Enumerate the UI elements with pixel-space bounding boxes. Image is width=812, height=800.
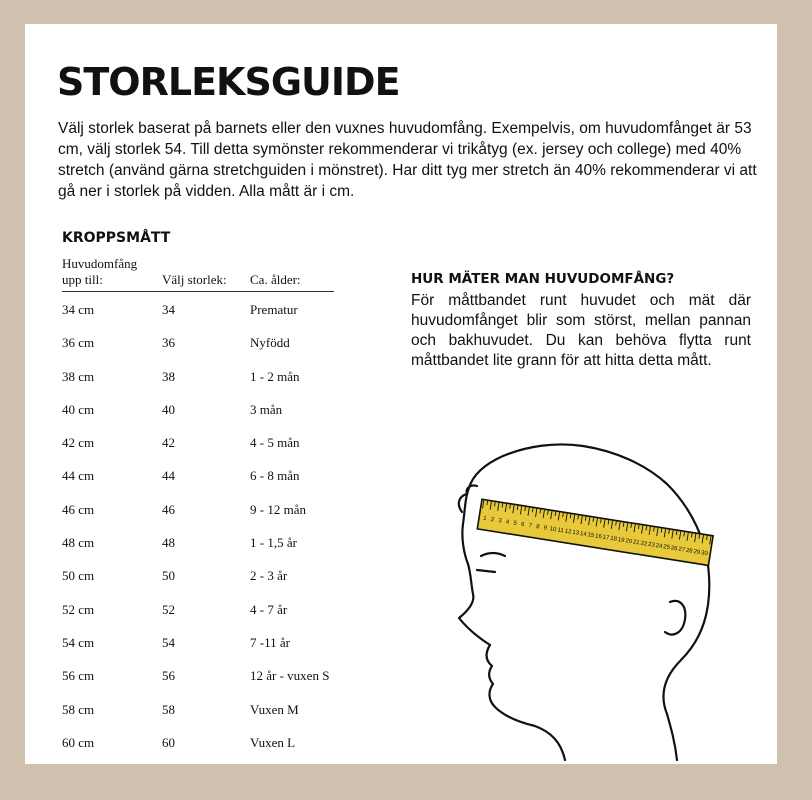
how-to-measure-text: För måttbandet runt huvudet och mät där huvudomfånget blir som störst, mellan pannan och bakhuvudet. Du kan behöva flytta runt måttbandet lite grann för att hitta detta mått. — [411, 292, 751, 369]
cell-age: 2 - 3 år — [250, 568, 288, 584]
ear — [665, 601, 685, 635]
tape-number: 22 — [640, 540, 648, 548]
size-guide-card — [25, 24, 777, 764]
table-row — [62, 425, 334, 458]
cell-size: 54 — [162, 634, 175, 650]
tape-number: 12 — [564, 528, 572, 536]
cell-age: 1 - 1,5 år — [250, 535, 297, 551]
table-row — [62, 725, 334, 758]
body-measurements-title: KROPPSMÅTT — [62, 230, 171, 246]
tape-number: 3 — [497, 518, 503, 525]
cell-size: 40 — [162, 401, 175, 417]
cell-circumference: 40 cm — [62, 401, 95, 417]
cell-age: 4 - 5 mån — [250, 435, 300, 451]
tape-number: 25 — [662, 544, 671, 552]
cell-size: 60 — [162, 734, 175, 750]
cell-circumference: 46 cm — [62, 501, 95, 517]
tape-number: 18 — [609, 535, 618, 543]
tape-number: 16 — [594, 533, 603, 541]
tape-number: 19 — [617, 537, 625, 544]
page-title: STORLEKSGUIDE — [57, 60, 400, 104]
tape-number: 11 — [556, 527, 565, 535]
size-table — [62, 251, 334, 758]
cell-circumference: 44 cm — [62, 468, 95, 484]
table-row — [62, 625, 334, 658]
cell-age: Prematur — [250, 302, 298, 317]
table-row — [62, 292, 334, 325]
cell-circumference: 36 cm — [62, 335, 95, 351]
tape-number: 7 — [528, 522, 533, 530]
cell-circumference: 34 cm — [62, 302, 95, 317]
tape-number: 21 — [632, 539, 640, 547]
cell-size: 46 — [162, 501, 175, 517]
tape-number: 30 — [700, 550, 709, 558]
header-circumference: Huvudomfång upp till: — [62, 256, 138, 287]
cell-age: 1 - 2 mån — [250, 368, 300, 384]
size-table-header — [62, 251, 334, 291]
tape-number: 13 — [571, 529, 580, 537]
cell-age: 6 - 8 mån — [250, 468, 300, 484]
tape-number: 9 — [543, 525, 548, 532]
intro-paragraph: Välj storlek baserat på barnets eller den vuxnes huvudomfång. Exempelvis, om huvudomfånget är 53 cm, välj storlek 54. Till detta symönster rekommenderar vi trikåtyg (ex. jersey och college) med 40% stretch (använd gärna stretchguiden i mönstret). Har ditt tyg mer stretch än 40% rekommenderar vi att gå ner i storlek på vidden. Alla mått är i cm. — [58, 120, 757, 200]
cell-size: 52 — [162, 601, 175, 617]
head-with-measuring-tape-icon — [415, 424, 715, 764]
table-row — [62, 492, 334, 525]
cell-size: 36 — [162, 335, 175, 351]
cell-circumference: 42 cm — [62, 435, 95, 451]
table-row — [62, 525, 334, 558]
tape-number: 4 — [505, 519, 510, 526]
table-row — [62, 325, 334, 358]
tape-number: 26 — [670, 545, 678, 553]
cell-size: 44 — [162, 468, 175, 484]
cell-circumference: 54 cm — [62, 634, 95, 650]
cell-circumference: 48 cm — [62, 535, 95, 551]
cell-size: 42 — [162, 435, 175, 451]
tape-number: 10 — [549, 526, 557, 534]
table-row — [62, 458, 334, 491]
eyebrow — [481, 553, 505, 556]
cell-circumference: 50 cm — [62, 568, 95, 584]
how-to-measure-title: HUR MÄTER MAN HUVUDOMFÅNG? — [411, 271, 675, 287]
tape-number: 5 — [512, 520, 518, 527]
how-to-measure — [411, 271, 751, 371]
cell-age: Vuxen L — [250, 734, 296, 750]
tape-number: 17 — [602, 534, 610, 542]
cell-circumference: 52 cm — [62, 601, 95, 617]
cell-size: 48 — [162, 535, 175, 551]
header-size: Välj storlek: — [162, 272, 227, 287]
tape-number: 8 — [535, 524, 540, 531]
hair-fringe — [459, 485, 477, 512]
cell-circumference: 58 cm — [62, 701, 95, 717]
eye — [477, 570, 495, 572]
cell-circumference: 60 cm — [62, 734, 95, 750]
tape-number: 28 — [685, 547, 693, 555]
cell-circumference: 56 cm — [62, 668, 95, 684]
tape-number: 2 — [490, 516, 495, 524]
tape-number: 14 — [579, 531, 587, 538]
tape-number: 24 — [655, 543, 663, 550]
table-row — [62, 658, 334, 691]
table-row — [62, 359, 334, 392]
table-row — [62, 592, 334, 625]
cell-size: 34 — [162, 302, 175, 317]
cell-age: 3 mån — [250, 401, 283, 417]
cell-circumference: 38 cm — [62, 368, 95, 384]
cell-size: 58 — [162, 701, 175, 717]
cell-age: 12 år - vuxen S — [250, 668, 330, 684]
cell-age: Vuxen M — [250, 701, 299, 717]
table-row — [62, 392, 334, 425]
tape-number: 23 — [647, 541, 656, 549]
tape-number: 27 — [677, 546, 686, 554]
cell-size: 56 — [162, 668, 175, 684]
header-age: Ca. ålder: — [250, 272, 301, 287]
table-row — [62, 692, 334, 725]
cell-age: Nyfödd — [250, 335, 290, 351]
tape-number: 1 — [482, 515, 487, 523]
tape-number: 20 — [624, 538, 633, 546]
cell-size: 50 — [162, 568, 175, 584]
tape-number: 6 — [520, 521, 525, 529]
tape-number: 15 — [587, 532, 595, 540]
cell-age: 4 - 7 år — [250, 601, 288, 617]
table-row — [62, 558, 334, 591]
cell-age: 9 - 12 mån — [250, 501, 306, 517]
cell-age: 7 -11 år — [250, 634, 290, 650]
measuring-tape — [477, 499, 713, 565]
cell-size: 38 — [162, 368, 175, 384]
size-table-body — [62, 292, 334, 758]
tape-number: 29 — [693, 549, 701, 556]
